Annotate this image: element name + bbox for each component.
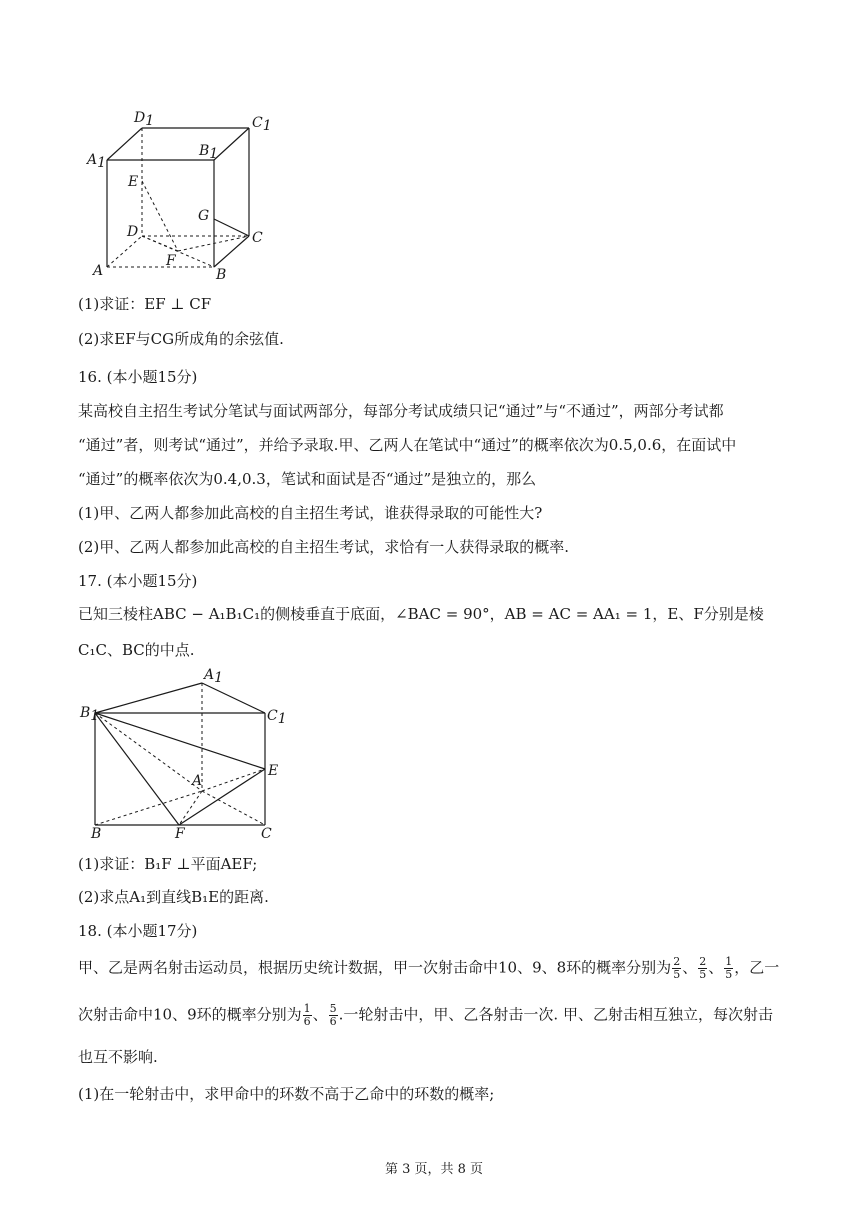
- label-c1: C1: [252, 115, 272, 134]
- label-b: B: [216, 267, 227, 283]
- q17-body-line2: C₁C、BC的中点.: [78, 641, 195, 659]
- q17-header: 17. (本小题15分): [78, 572, 198, 590]
- fraction: $\frac{2}{5}$: [673, 955, 681, 981]
- q18-body-line2: 次射击命中10、9环的概率分别为 $\frac{1}{6}$ 、 $\frac{5}{6}$ .一轮射击中，甲、乙各射击一次. 甲、乙射击相互独立，每次射击: [78, 1002, 773, 1028]
- q16-body-line1: 某高校自主招生考试分笔试与面试两部分，每部分考试成绩只记“通过”与“不通过”，两部分考试都: [78, 402, 724, 420]
- q17-part1: (1)求证：B₁F ⊥平面AEF;: [78, 855, 258, 873]
- fraction: $\frac{5}{6}$: [329, 1002, 337, 1028]
- label-a1: A1: [204, 667, 224, 686]
- q18-part1: (1)在一轮射击中，求甲命中的环数不高于乙命中的环数的概率;: [78, 1085, 495, 1103]
- q16-part1: (1)甲、乙两人都参加此高校的自主招生考试，谁获得录取的可能性大?: [78, 504, 543, 522]
- cube-figure: [80, 105, 280, 285]
- label-d1: D1: [134, 110, 155, 129]
- q15-part1: (1)求证：EF ⊥ CF: [78, 295, 212, 313]
- label-c: C: [261, 826, 272, 842]
- label-b1: B1: [80, 705, 100, 724]
- label-a1: A1: [87, 152, 107, 171]
- q15-part2: (2)求EF与CG所成角的余弦值.: [78, 330, 284, 348]
- fraction: $\frac{1}{5}$: [725, 955, 733, 981]
- q18-header: 18. (本小题17分): [78, 922, 198, 940]
- label-e: E: [268, 763, 279, 779]
- fraction: $\frac{2}{5}$: [699, 955, 707, 981]
- q17-body-line1: 已知三棱柱ABC − A₁B₁C₁的侧棱垂直于底面，∠BAC = 90°，AB = AC = AA₁ = 1，E、F分别是棱: [78, 605, 764, 623]
- label-b1: B1: [199, 143, 219, 162]
- q18-body-line1: 甲、乙是两名射击运动员，根据历史统计数据，甲一次射击命中10、9、8环的概率分别为 $\frac{2}{5}$ 、 $\frac{2}{5}$ 、 $\frac{1}{5}$ ，乙一: [78, 955, 780, 981]
- label-d: D: [127, 224, 139, 240]
- page-footer: 第 3 页，共 8 页: [384, 1162, 484, 1177]
- q16-part2: (2)甲、乙两人都参加此高校的自主招生考试，求恰有一人获得录取的概率.: [78, 538, 570, 556]
- label-e: E: [128, 174, 139, 190]
- label-f: F: [166, 253, 176, 269]
- label-a: A: [93, 263, 104, 279]
- q17-part2: (2)求点A₁到直线B₁E的距离.: [78, 888, 269, 906]
- fraction: $\frac{1}{6}$: [303, 1002, 311, 1028]
- label-b: B: [91, 826, 102, 842]
- label-c: C: [252, 230, 263, 246]
- q16-header: 16. (本小题15分): [78, 368, 198, 386]
- q18-body-line3: 也互不影响.: [78, 1048, 158, 1066]
- label-f: F: [175, 826, 185, 842]
- label-a: A: [192, 773, 203, 789]
- q16-body-line2: “通过”者，则考试“通过”，并给予录取.甲、乙两人在笔试中“通过”的概率依次为0.5,0.6，在面试中: [78, 436, 737, 454]
- prism-figure: [78, 665, 288, 845]
- label-g: G: [198, 208, 210, 224]
- q16-body-line3: “通过”的概率依次为0.4,0.3，笔试和面试是否“通过”是独立的，那么: [78, 470, 537, 488]
- label-c1: C1: [267, 708, 287, 727]
